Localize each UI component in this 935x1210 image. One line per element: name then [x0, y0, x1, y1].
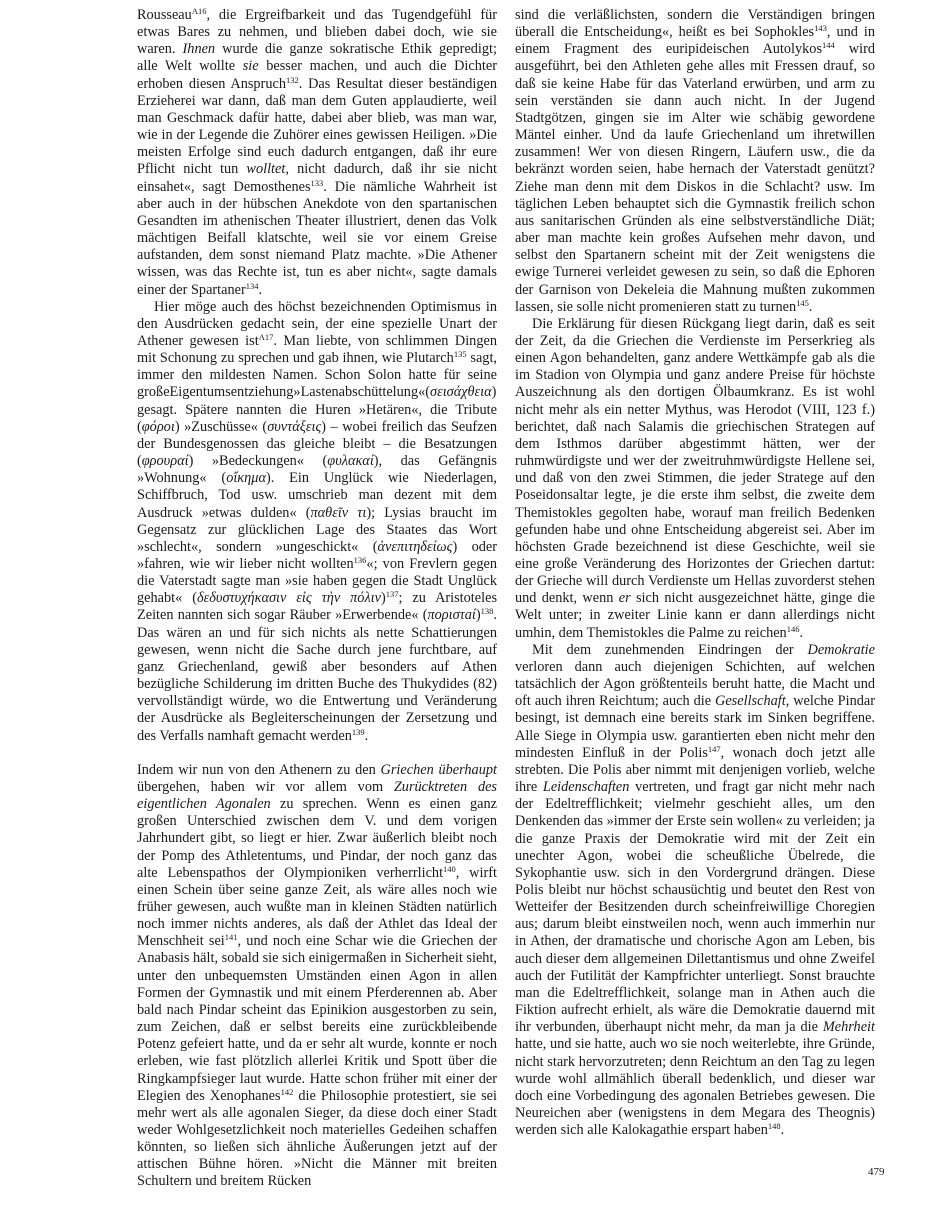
paragraph: Mit dem zunehmenden Eindringen der Demokratie verloren dann auch diejenigen Schichten, auf welchen tatsächlich der Agon größtenteils beruht hatte, die Macht und oft auch ihren Reichtum; auch die Gesellschaft, welche Pindar besingt, ist demnach eine bereits stark im Sinken begriffene. Alle Siege in Olympia usw. garantierten eben nicht mehr den mindesten Einfluß in der Polis$^{147}$, wonach doch jetzt alle strebten. Die Polis aber nimmt mit denjenigen vorlieb, welche ihre Leidenschaften vertreten, und fragt gar nicht mehr nach der Edeltrefflichkeit; vielmehr geschieht alles, um den Denkenden das »immer der Erste sein wollen« zu verleiden; ja die ganze Praxis der Demokratie wird mit der Zeit ein unechter Agon, wobei die scheußliche Übelrede, die Sykophantie usw. sich in den Vordergrund drängen. Diese Polis bleibt nur höchst schausüchtig und beutet den Rest von Wetteifer der Besitzenden durch scheinfreiwillige Choregien aus; darum bleibt einstweilen noch, wenn auch immerhin nur in Athen, der dramatische und chorische Agon am Leben, bis auch dieser dem allgemeinen Dilettantismus und ohne Zweifel auch der Futilität der Kampfrichter unterliegt. Sonst brauchte man die Edeltrefflichkeit, solange man in Athen auch die Fiktion aufrecht erhielt, als wäre die Demokratie dauernd mit ihr verbunden, überhaupt nicht mehr, da man ja die Mehrheit hatte, und sie hatte, auch wo sie noch weiterlebte, ihre Gründe, nicht stark hervorzutreten; denn Reichtum an den Tag zu legen wurde wohl allmählich überall bedenklich, und dieser war doch eine Vorbedingung des agonalen Betriebes gewesen. Die Neureichen aber (wenigstens in dem Megara des Theognis) werden sich alle Kalokagathie erspart haben$^{148}$.: [515, 641, 875, 1139]
paragraph: Hier möge auch des höchst bezeichnenden Optimismus in den Ausdrücken gedacht sein, der eine spezielle Unart der Athener gewesen ist$^{A17}$. Man liebte, von schlimmen Dingen mit Schonung zu sprechen und gab ihnen, wie Plutarch$^{135}$ sagt, immer den mildesten Namen. Schon Solon hatte für seine großeEigentumsentziehung»Lastenabschüttelung«(σεισάχθεια) gesagt. Spätere nannten die Huren »Hetären«, die Tribute (φόροι) »Zuschüsse« (συντάξεις) – wobei freilich das Seufzen der Bundesgenossen das gleiche bleibt – die Besatzungen (φρουραί) »Bedeckungen« (φυλακαί), das Gefängnis »Wohnung« (οἴκημα). Ein Unglück wie Niederlagen, Schiffbruch, Tod usw. umschrieb man dezent mit dem Ausdruck »etwas dulden« (παθεῖν τι); Lysias braucht im Gegensatz zur glücklichen Lage des Staates das Wort »schlecht«, sondern »ungeschickt« (ἀνεπιτηδείως) oder »fahren, wie wir lieber nicht wollten$^{136}$«; von Frevlern gegen die Vaterstadt sagte man »sie haben gegen die Stadt Unglück gehabt« (δεδυστυχήκασιν εἰς τὴν πόλιν)$^{137}$; zu Aristoteles Zeiten nannten sich sogar Räuber »Erwerbende« $(\pi o\rho\iota\sigma\tau aί)^{138}$. Das wären an und für sich nichts als nette Schattierungen gewesen, wenn nicht die Sache durch jene furchtbare, auf ganz Griechenland, gewiß aber besonders auf Athen bezügliche Schilderung im dritten Buche des Thukydides (82) vervollständigt würde, wo die Entwertung und Veränderung der Ausdrücke als Begleiterscheinungen der Zersetzung und des Verfalls namhaft gemacht werden$^{139}$.: [137, 298, 498, 744]
right-column: [515, 7, 875, 1139]
paragraph: sind die verläßlichsten, sondern die Verständigen bringen überall die Entscheidung«, heißt es bei Sophokles$^{143}$, und in einem Fragment des euripideischen Autolykos$^{144}$ wird ausgeführt, bei den Athleten gehe alles mit Fressen drauf, so daß sie keine Habe für das Vaterland erwürben, und arm zu sein verständen sie dann auch nicht. In der Jugend Stadtgötzen, gingen sie im Alter wie schäbig gewordene Mäntel einher. Und da laufe Griechenland um ihretwillen zusammen! Wer von diesen Ringern, Läufern usw., die da bekränzt worden seien, habe hernach der Vaterstadt genützt? Ziehe man denn mit dem Diskos in die Schlacht? usw. Im täglichen Leben behauptet sich die Gymnastik freilich schon aus sanitarischen Gründen als eine selbstverständliche Diät; aber man machte kein großes Aufsehen mehr davon, und selbst den Spartanern scheint mit der Zeit wenigstens die ewige Turnerei verleidet gewesen zu sein, so daß die Ephoren der Garnison von Dekeleia die Mahnung mußten zukommen lassen, sie solle nicht promenieren statt zu turnen$^{145}$.: [515, 7, 876, 315]
left-column: [137, 7, 497, 1191]
paragraph: Die Erklärung für diesen Rückgang liegt darin, daß es seit der Zeit, da die Griechen die Verdienste im Perserkrieg als einen Agon behandelten, ganz andere Wettkämpfe gab als die im Stadion von Olympia und ganz andere Preise für höchste Auszeichnung als den dortigen Ölbaumkranz. Es ist wohl nicht mehr als ein netter Mythus, was Herodot (VIII, 123 f.) berichtet, daß nach Salamis die griechischen Strategen auf dem Isthmos darüber abgestimmt hätten, wer der ruhmwürdigste und wer der zweitruhmwürdigste Hellene sei, und daß von den zwei Stimmen, die jeder Stratege auf den Poseidonsaltar legte, je die erste ihm selbst, die zweite dem Themistokles gegolten habe, worauf man freilich Bedenken gefunden habe und ohne Entscheidung abgereist sei. Aber im höchsten Grade bezeichnend ist diese Geschichte, weil sie eine große Veränderung des Horizontes der Griechen dartut: der Grieche will durch Verdienste um Hellas zuvorderst stehen und denkt, wenn er sich nicht ausgezeichnet hätte, ginge die Welt unter; in zweiter Linie kann er dann allerdings nicht umhin, dem Themistokles die Palme zu reichen$^{146}$.: [515, 315, 875, 641]
page-number: 479: [868, 1166, 885, 1178]
paragraph: Indem wir nun von den Athenern zu den Griechen überhaupt übergehen, haben wir vor allem vom Zurücktreten des eigentlichen Agonalen zu sprechen. Wenn es einen ganz großen Unterschied zwischen dem V. und dem vorigen Jahrhundert gibt, so liegt er hier. Zwar äußerlich bleibt noch der Pomp des Athletentums, und Pindar, der noch ganz das alte Lebenspathos der Olympioniken verherrlicht$^{140}$, wirft einen Schein über seine ganze Zeit, als wäre alles noch wie früher gewesen, auch wußte man in kleinen Städten natürlich noch immer nichts anderes, als daß der Athlet das Ideal der Menschheit sei$^{141}$, und noch eine Schar wie die Griechen der Anabasis hält, sobald sie sich einigermaßen in Sicherheit sieht, unter den unbequemsten Umständen einen Agon in allen Formen der Gymnastik und mit einem Pferderennen ab. Aber bald nach Pindar scheint das Epinikion ausgestorben zu sein, zum Zeichen, daß er selbst bereits eine zurückbleibende Potenz gefeiert hatte, und da er sehr alt wurde, konnte er noch erleben, wie fast plötzlich allerlei Kritik und Spott über die Ringkampfsieger laut wurde. Hatte schon früher mit einer der Elegien des Xenophanes$^{142}$ die Philosophie protestiert, sie sei mehr wert als alle agonalen Sieger, da diese doch einer Stadt weder Wohlgesetzlichkeit noch materielles Gedeihen schaffen könnten, so ließen sich ähnliche Äußerungen jetzt auf der attischen Bühne hören. »Nicht die Männer mit breiten Schultern und breitem Rücken: [137, 761, 497, 1190]
paragraph: Rousseau$^{A16}$, die Ergreifbarkeit und das Tugendgefühl für etwas Bares zu nehmen, und blieben dabei doch, wie sie waren. Ihnen wurde die ganze sokratische Ethik gepredigt; alle Welt wollte sie besser machen, und auch die Dichter erhoben diesen Anspruch$^{132}$. Das Resultat dieser beständigen Erzieherei war dann, daß man dem Guten applaudierte, weil man Geschmack dafür hatte, dabei aber blieb, was man war, wie in der Legende die Zuhörer eines gewissen Heiligen. »Die meisten Erfolge sind euch dadurch entgangen, daß ihr eure Pflicht nicht tun wolltet, nicht dadurch, daß ihr sie nicht einsahet«, sagt Demosthenes$^{133}$. Die nämliche Wahrheit ist aber auch in der hübschen Anekdote von den spartanischen Gesandten im athenischen Theater illustriert, denen das Volk mächtigen Beifall klatschte, weil sie vor einem Greise aufstanden, dem sonst niemand Platz machte. »Die Athener wissen, was das Rechte ist, tun es aber nicht«, sagte damals einer der Spartaner$^{134}$.: [137, 6, 497, 298]
